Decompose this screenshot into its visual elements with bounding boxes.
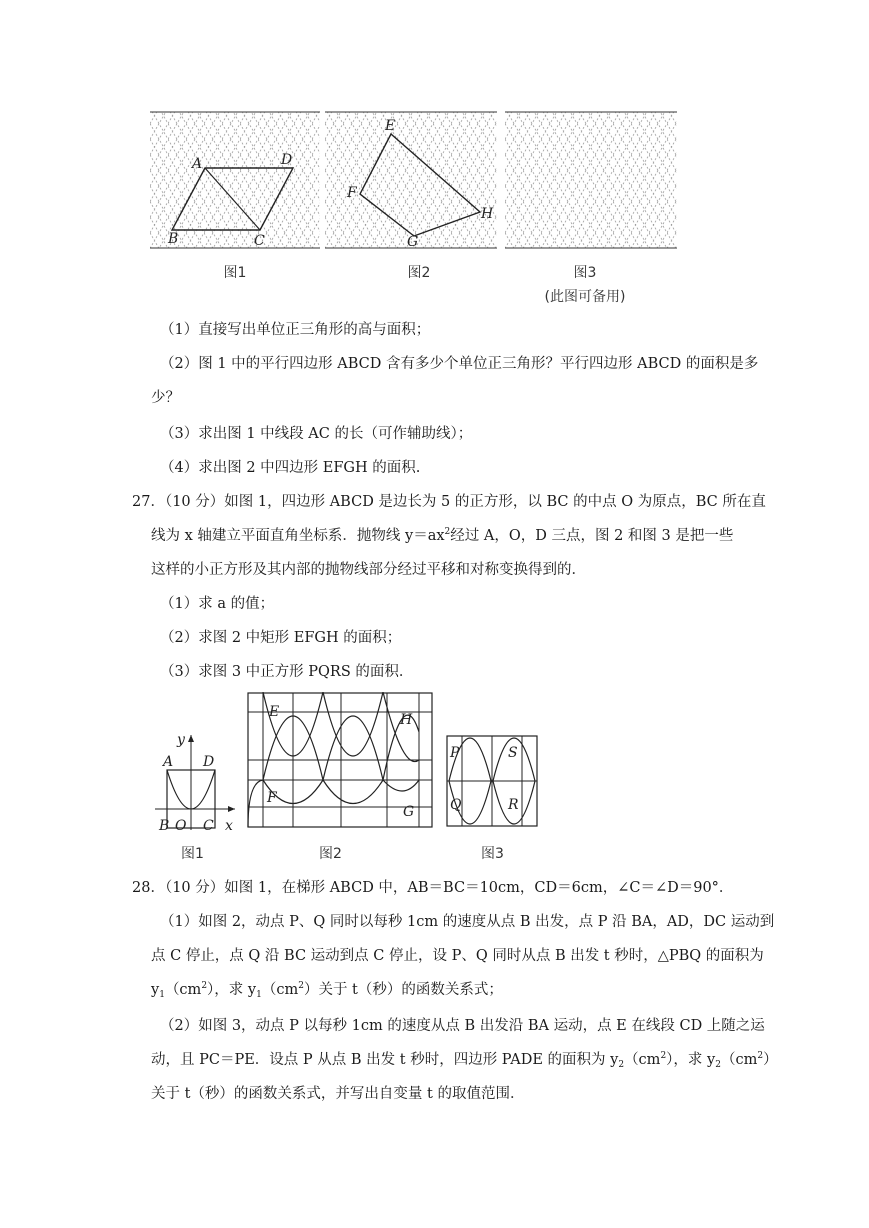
q28-unit-open: （cm xyxy=(164,982,202,998)
q28-l6-close: ） xyxy=(763,1052,778,1068)
triangle-grid-figure-3 xyxy=(505,108,677,253)
label-E: E xyxy=(269,704,280,720)
label-x: x xyxy=(225,818,233,834)
q26-part-4: （4）求出图 2 中四边形 EFGH 的面积. xyxy=(160,460,421,476)
top-figure-2 xyxy=(325,108,497,253)
q28-l6-text: 动，且 PC＝PE．设点 P 从点 B 出发 t 秒时，四边形 PADE 的面积为 y xyxy=(151,1052,619,1068)
q28-l6-text-2: ），求 y xyxy=(666,1052,716,1068)
q28-l6-unit-2: （cm xyxy=(720,1052,758,1068)
q28-y1-subscript: 1 xyxy=(159,990,165,1000)
label-H: H xyxy=(481,206,494,222)
mid-figure-3-caption: 图3 xyxy=(481,846,504,862)
label-C: C xyxy=(203,818,214,834)
label-A: A xyxy=(192,156,203,172)
mid-figure-2-caption: 图2 xyxy=(319,846,342,862)
q28-line-2: （1）如图 2，动点 P、Q 同时以每秒 1cm 的速度从点 B 出发，点 P 沿 BA，AD，DC 运动到 xyxy=(160,914,775,930)
q28-y1-var: y xyxy=(151,982,160,998)
top-figure-3-caption: 图3 xyxy=(573,265,597,281)
q27-exponent: 2 xyxy=(444,527,451,537)
q28-y2-subscript: 2 xyxy=(618,1060,625,1070)
top-figure-1 xyxy=(150,108,320,253)
q28-line-7: 关于 t（秒）的函数关系式，并写出自变量 t 的取值范围． xyxy=(151,1086,525,1102)
mid-figure-1 xyxy=(155,730,240,835)
top-figure-2-caption: 图2 xyxy=(407,265,431,281)
triangle-grid-figure-2 xyxy=(325,108,497,253)
label-S: S xyxy=(508,745,518,761)
label-G: G xyxy=(403,804,415,820)
parabola-square-grid-figure xyxy=(446,735,538,827)
q28-y2-subscript-2: 2 xyxy=(715,1060,721,1070)
q28-y1-subscript-2: 1 xyxy=(256,990,262,1000)
parabola-square-figure xyxy=(155,730,240,835)
label-G: G xyxy=(407,234,419,250)
q27-part-1: （1）求 a 的值； xyxy=(160,596,275,612)
q28-line-6 xyxy=(151,1048,778,1070)
label-D: D xyxy=(203,754,215,770)
q28-text-tail: ）关于 t（秒）的函数关系式； xyxy=(303,982,503,998)
q28-unit-exponent: 2 xyxy=(201,981,208,991)
mid-figure-2 xyxy=(247,692,433,828)
q28-line-4 xyxy=(151,978,503,1000)
label-B: B xyxy=(159,818,170,834)
label-Q: Q xyxy=(450,797,462,813)
top-figure-1-caption: 图1 xyxy=(223,265,247,281)
q27-part-2: （2）求图 2 中矩形 EFGH 的面积； xyxy=(160,630,402,646)
q28-l6-exponent: 2 xyxy=(660,1051,667,1061)
top-figure-3 xyxy=(505,108,677,253)
label-C: C xyxy=(254,233,265,249)
q27-line-3: 这样的小正方形及其内部的抛物线部分经过平移和对称变换得到的． xyxy=(151,562,586,578)
q28-line-3: 点 C 停止，点 Q 沿 BC 运动到点 C 停止，设 P、Q 同时从点 B 出发 t 秒时，△PBQ 的面积为 xyxy=(151,948,764,964)
q26-part-2-line-2: 少？ xyxy=(151,390,180,406)
label-R: R xyxy=(508,797,519,813)
label-P: P xyxy=(450,745,460,761)
label-y: y xyxy=(177,732,185,748)
q26-part-3: （3）求出图 1 中线段 AC 的长（可作辅助线）； xyxy=(160,426,473,442)
q26-part-1: （1）直接写出单位正三角形的高与面积； xyxy=(160,322,431,338)
label-A: A xyxy=(163,754,174,770)
mid-figure-3 xyxy=(446,735,538,827)
q26-part-2-line-1: （2）图 1 中的平行四边形 ABCD 含有多少个单位正三角形？平行四边形 ABCD 的面积是多 xyxy=(160,356,759,372)
q28-line-1: 28．（10 分）如图 1，在梯形 ABCD 中，AB＝BC＝10cm，CD＝6cm，∠C＝∠D＝90°． xyxy=(132,880,734,896)
q27-line-1: 27．（10 分）如图 1，四边形 ABCD 是边长为 5 的正方形，以 BC 的中点 O 为原点，BC 所在直 xyxy=(132,494,766,510)
q28-unit-exponent-2: 2 xyxy=(298,981,304,991)
triangle-grid-figure-1 xyxy=(150,108,320,253)
label-F: F xyxy=(267,790,277,806)
q27-line-2-pre: 线为 x 轴建立平面直角坐标系．抛物线 y＝ax xyxy=(151,528,445,544)
q27-part-3: （3）求图 3 中正方形 PQRS 的面积． xyxy=(160,664,414,680)
q27-line-2 xyxy=(151,524,733,545)
label-H: H xyxy=(400,712,413,728)
q28-l6-exponent-2: 2 xyxy=(757,1051,764,1061)
q28-l6-unit: （cm xyxy=(624,1052,661,1068)
label-B: B xyxy=(168,231,179,247)
label-F: F xyxy=(347,185,357,201)
q28-line-5: （2）如图 3，动点 P 以每秒 1cm 的速度从点 B 出发沿 BA 运动，点 E 在线段 CD 上随之运 xyxy=(160,1018,765,1034)
label-E: E xyxy=(385,118,396,134)
parabola-grid-figure xyxy=(247,692,433,828)
mid-figure-1-caption: 图1 xyxy=(181,846,204,862)
top-figure-3-note: (此图可备用) xyxy=(544,289,626,305)
q28-text-seg: ），求 y xyxy=(207,982,257,998)
label-D: D xyxy=(281,152,293,168)
q28-unit-open-2: （cm xyxy=(261,982,299,998)
label-O: O xyxy=(175,818,187,834)
q27-line-2-post: 经过 A，O，D 三点，图 2 和图 3 是把一些 xyxy=(450,528,734,544)
